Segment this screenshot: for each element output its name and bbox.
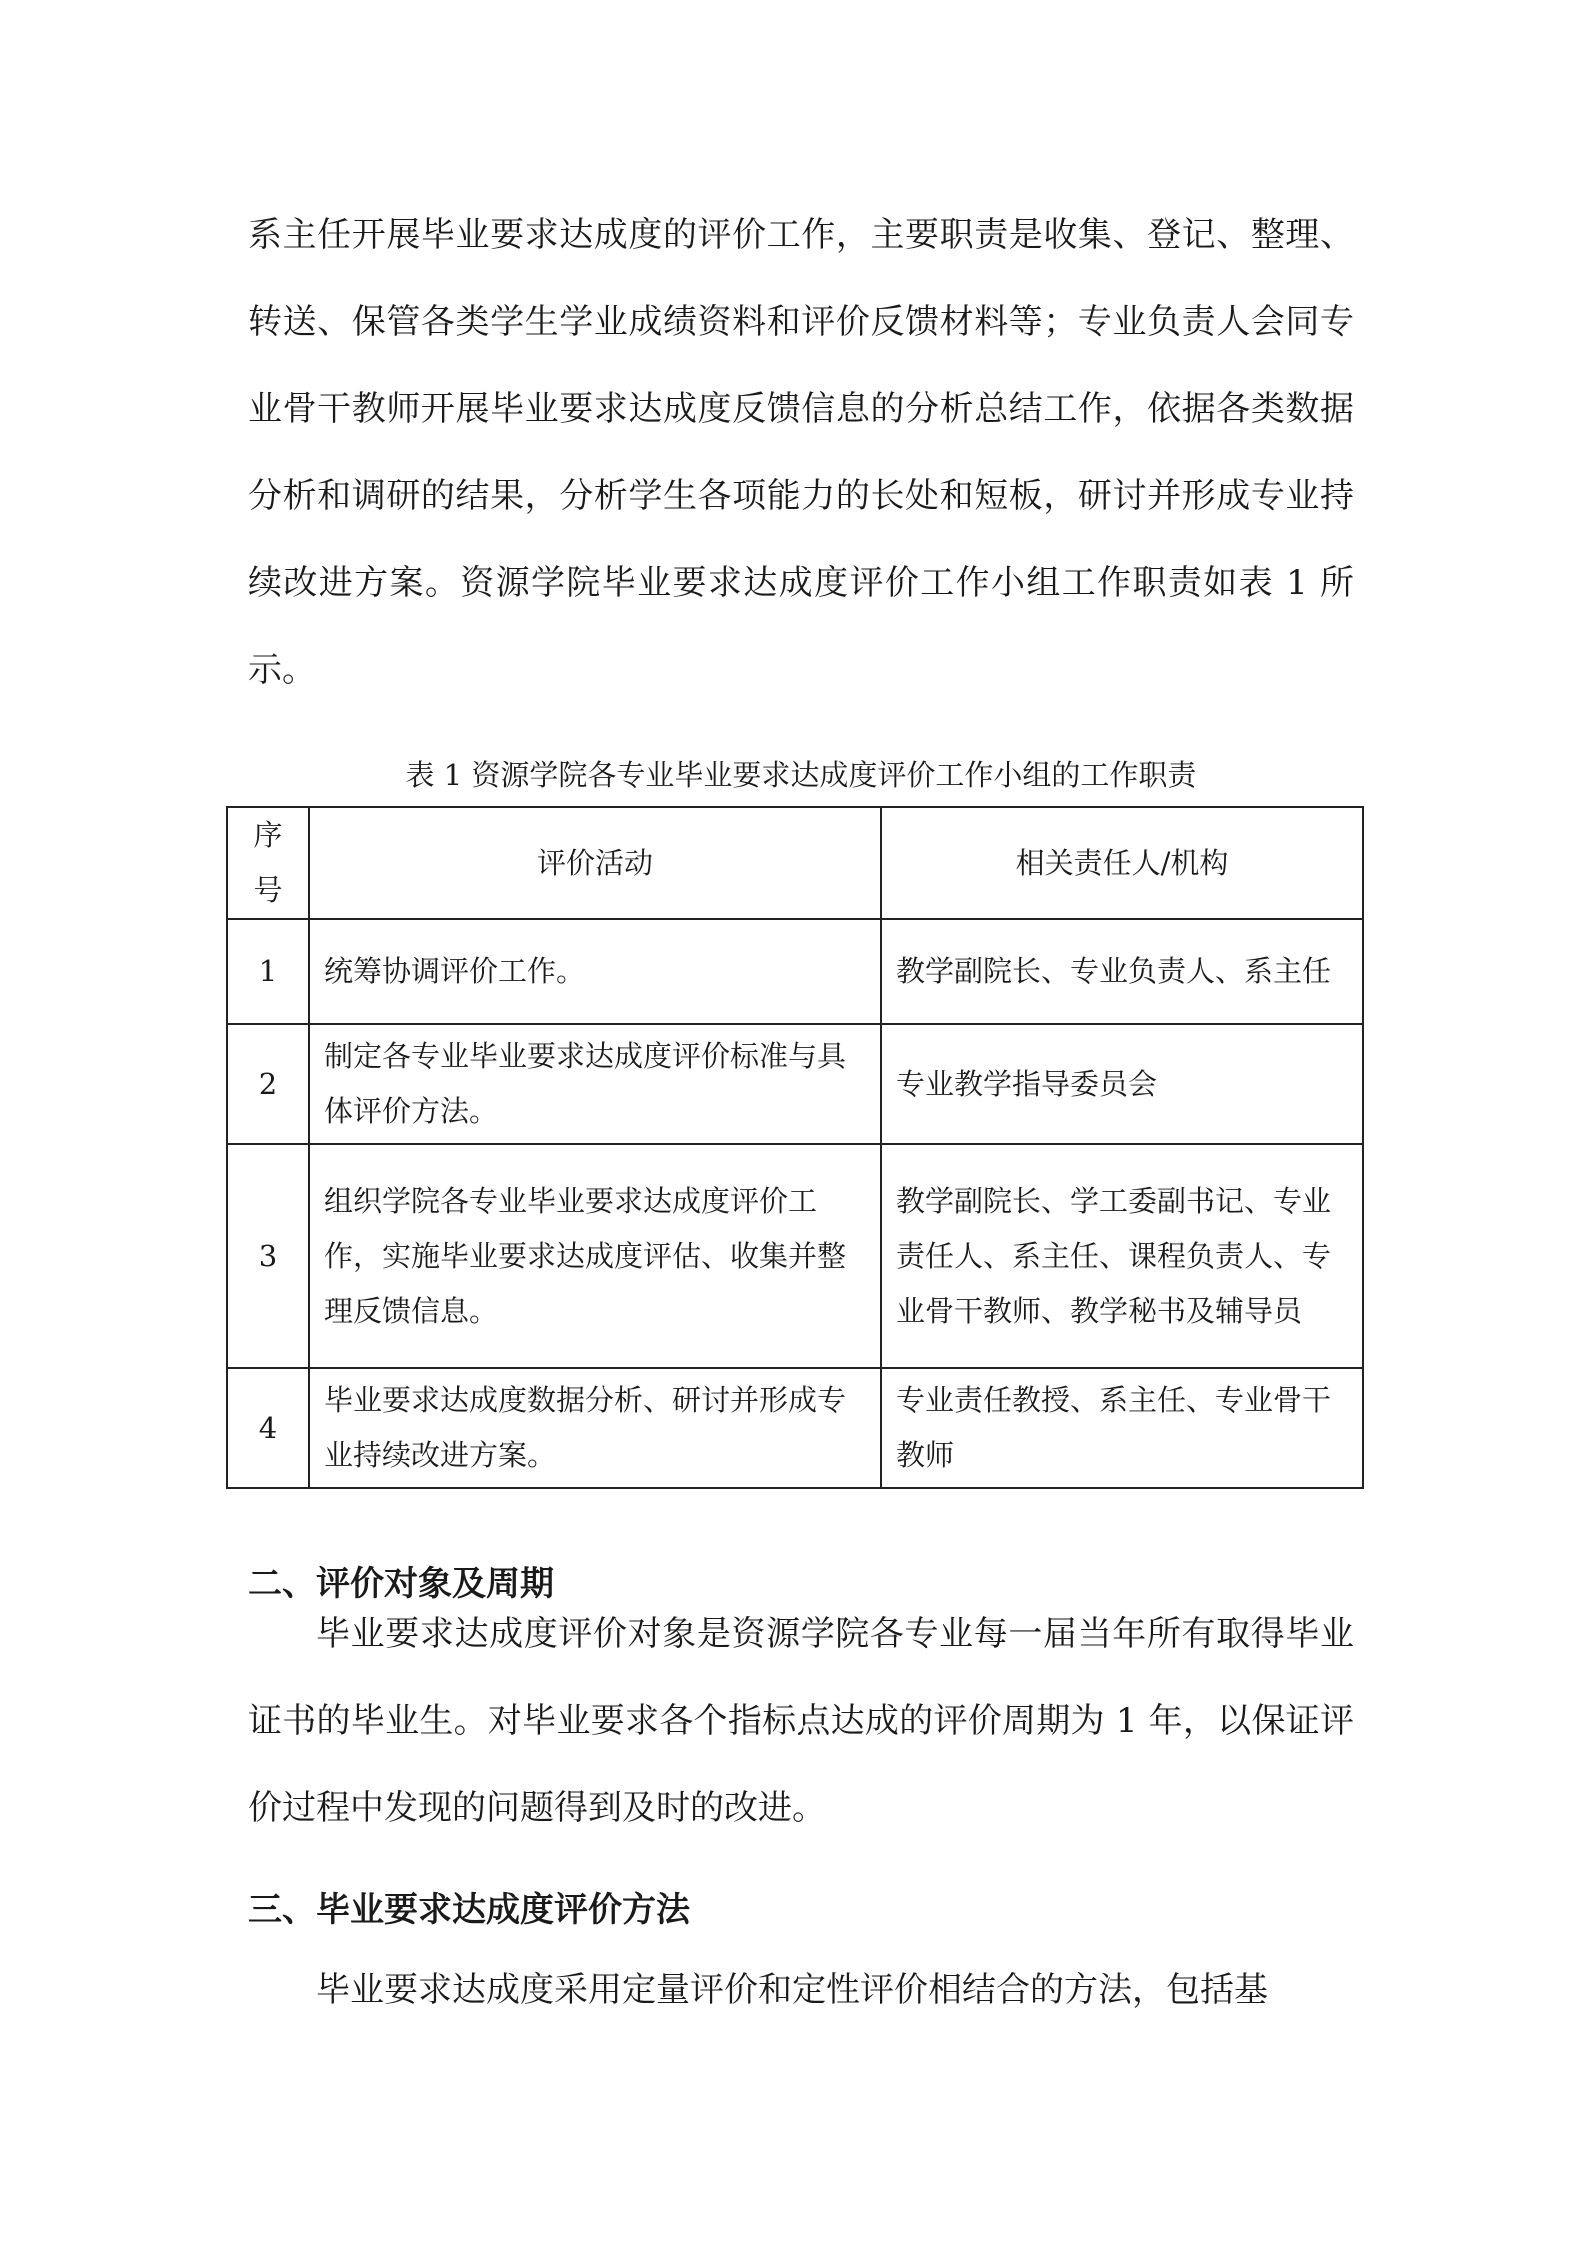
section-heading-evaluation-method: 三、毕业要求达成度评价方法 [248, 1890, 690, 1930]
row-responsible: 教学副院长、学工委副书记、专业责任人、系主任、课程负责人、专业骨干教师、教学秘书及辅导员 [881, 1144, 1363, 1368]
row-activity: 毕业要求达成度数据分析、研讨并形成专业持续改进方案。 [309, 1368, 881, 1488]
row-responsible: 教学副院长、专业负责人、系主任 [881, 919, 1363, 1024]
row-number: 4 [227, 1368, 309, 1488]
row-responsible: 专业教学指导委员会 [881, 1024, 1363, 1144]
row-number: 2 [227, 1024, 309, 1144]
section-heading-evaluation-object: 二、评价对象及周期 [248, 1564, 554, 1604]
duty-table [226, 806, 1364, 1489]
table-caption: 表 1 资源学院各专业毕业要求达成度评价工作小组的工作职责 [405, 758, 1197, 792]
section-paragraph-evaluation-object: 毕业要求达成度评价对象是资源学院各专业每一届当年所有取得毕业证书的毕业生。对毕业要求各个指标点达成的评价周期为 1 年，以保证评价过程中发现的问题得到及时的改进。 [248, 1614, 1354, 1828]
intro-paragraph: 系主任开展毕业要求达成度的评价工作，主要职责是收集、登记、整理、转送、保管各类学生学业成绩资料和评价反馈材料等；专业负责人会同专业骨干教师开展毕业要求达成度反馈信息的分析总结工作，依据各类数据分析和调研的结果，分析学生各项能力的长处和短板，研讨并形成专业持续改进方案。资源学院毕业要求达成度评价工作小组工作职责如表 1 所示。 [248, 215, 1354, 690]
header-activity: 评价活动 [309, 807, 881, 919]
header-no: 序号 [227, 807, 309, 919]
row-number: 3 [227, 1144, 309, 1368]
section-paragraph-evaluation-method: 毕业要求达成度采用定量评价和定性评价相结合的方法，包括基 [316, 1970, 1268, 2010]
row-responsible: 专业责任教授、系主任、专业骨干教师 [881, 1368, 1363, 1488]
row-activity: 组织学院各专业毕业要求达成度评价工作，实施毕业要求达成度评估、收集并整理反馈信息。 [309, 1144, 881, 1368]
row-activity: 统筹协调评价工作。 [309, 919, 881, 1024]
row-number: 1 [227, 919, 309, 1024]
header-responsible: 相关责任人/机构 [881, 807, 1363, 919]
table-row [227, 1144, 1363, 1368]
table-row [227, 1024, 1363, 1144]
row-activity: 制定各专业毕业要求达成度评价标准与具体评价方法。 [309, 1024, 881, 1144]
table-header-row [227, 807, 1363, 919]
table-row [227, 1368, 1363, 1488]
table-row [227, 919, 1363, 1024]
